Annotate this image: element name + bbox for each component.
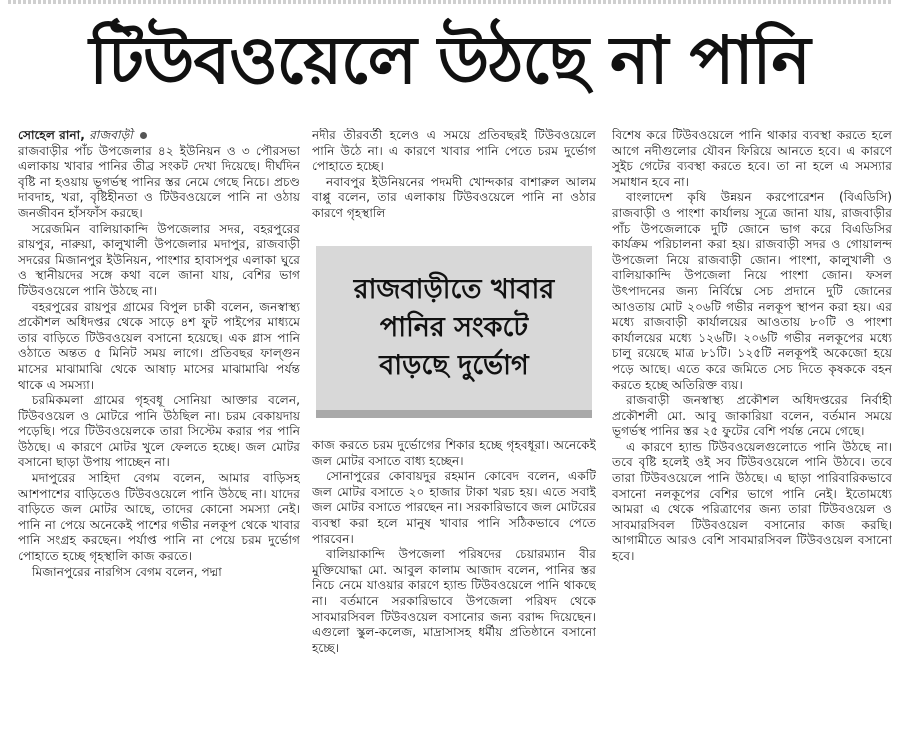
bullet-dot-icon bbox=[140, 132, 147, 139]
paragraph: এ কারণে হ্যান্ড টিউবওয়েলগুলোতে পানি উঠছে না। তবে বৃষ্টি হলেই ওই সব টিউবওয়েলে পানি উঠবে। তবে তারা টিউবওয়েলে পানি উঠছে। এ ছাড়া পারিবারিকভাবে বসানো নলকূপের বেশির ভাগে পানি নেই। ইতোমধ্যে আমরা এ থেকে পরিত্রাণের জন্য তারা টিউবওয়েল ও সাবমারসিবল টিউবওয়েল বসানোর কাজ করছি। আগামীতে আরও বেশি সাবমারসিবল টিউবওয়েল বসানো হবে। bbox=[612, 439, 892, 564]
paragraph: নবাবপুর ইউনিয়নের পদমদী খোন্দকার বাশারুল আলম বাপ্পু বলেন, তার এলাকায় টিউবওয়েলে পানি না ওঠার কারণে গৃহস্থালি bbox=[312, 174, 596, 220]
paragraph: সোনাপুরের কোবায়দুর রহমান কোবেদ বলেন, একটি জল মোটর বসাতে ২০ হাজার টাকা খরচ হয়। এতে সবাই জল মোটর বসাতে পারছেন না। সরকারিভাবে জল মোটরের ব্যবস্থা করা হলে মানুষ খাবার পানি সঠিকভাবে পেতে পারবেন। bbox=[312, 469, 596, 546]
article-column-2-bottom bbox=[312, 438, 596, 730]
article-column-3 bbox=[612, 128, 892, 728]
paragraph: রাজবাড়ী জনস্বাস্থ্য প্রকৌশল অধিদপ্তরের নির্বাহী প্রকৌশলী মো. আবু জাকারিয়া বলেন, বর্তমান সময়ে ভূগর্ভস্থ পানির স্তর ২৫ ফুটের বেশি পর্যন্ত নেমে গেছে। bbox=[612, 393, 892, 439]
headline: টিউবওয়েলে উঠছে না পানি bbox=[89, 22, 810, 99]
paragraph: বাংলাদেশ কৃষি উন্নয়ন করপোরেশন (বিএডিসি) রাজবাড়ী ও পাংশা কার্যালয় সূত্রে জানা যায়, রাজবাড়ীর পাঁচ উপজেলাকে দুটি জোনে ভাগ করে বিএডিসির কার্যক্রম পরিচালনা করা হয়। রাজবাড়ী সদর ও গোয়ালন্দ উপজেলা নিয়ে রাজবাড়ী জোন। পাংশা, কালুখালী ও বালিয়াকান্দি উপজেলা নিয়ে পাংশা জোন। ফসল উৎপাদনের জন্য নির্বিঘ্নে সেচ প্রদানে দুটি জোনের আওতায় মোট ২০৬টি গভীর নলকূপ স্থাপন করা হয়। এর মধ্যে রাজবাড়ী কার্যালয়ের আওতায় ৮০টি ও পাংশা কার্যালয়ের মধ্যে ১২৬টি। ২০৬টি গভীর নলকূপের মধ্যে চালু রয়েছে মাত্র ৮১টি। ১২৫টি নলকূপই অকেজো হয়ে পড়ে আছে। এতে করে জমিতে সেচ দিতে কৃষককে বহন করতে হচ্ছে অতিরিক্ত ব্যয়। bbox=[612, 190, 892, 392]
article-column-1 bbox=[18, 128, 300, 728]
paragraph: মিজানপুরের নারগিস বেগম বলেন, পদ্মা bbox=[32, 564, 222, 579]
paragraph: মদাপুরের সাহিদা বেগম বলেন, আমার বাড়িসহ আশপাশের বাড়িতেও টিউবওয়েলে পানি উঠছে না। যাদের বাড়িতে জল মোটর আছে, তাদের কোনো সমস্যা নেই। পানি না পেয়ে অনেকেই পাশের গভীর নলকূপ থেকে খাবার পানি সংগ্রহ করছেন। পর্যাপ্ত পানি না পেয়ে চরম দুর্ভোগ পোহাতে হচ্ছে গৃহস্থালি কাজ করতে। bbox=[18, 471, 300, 564]
paragraph: সরেজমিন বালিয়াকান্দি উপজেলার সদর, বহরপুরের রায়পুর, নারুয়া, কালুখালী উপজেলার মদাপুর, রাজবাড়ী সদরের মিজানপুর ইউনিয়ন, পাংশার হাবাসপুর এলাকা ঘুরে ও স্থানীয়দের সঙ্গে কথা বলে জানা যায়, বেশির ভাগ টিউবওয়েলে পানি উঠছে না। bbox=[18, 221, 300, 298]
pull-quote-box bbox=[316, 246, 592, 418]
paragraph: নদীর তীরবর্তী হলেও এ সময়ে প্রতিবছরই টিউবওয়েলে পানি উঠে না। এ কারণে খাবার পানি পেতে চরম দুর্ভোগ পোহাতে হচ্ছে। bbox=[312, 128, 596, 174]
paragraph: রাজবাড়ীর পাঁচ উপজেলার ৪২ ইউনিয়ন ও ৩ পৌরসভা এলাকায় খাবার পানির তীব্র সংকট দেখা দিয়েছে। দীর্ঘদিন বৃষ্টি না হওয়ায় ভূগর্ভস্থ পানির স্তর নেমে গেছে নিচে। প্রচণ্ড দাবদাহ, খরা, বৃষ্টিহীনতা ও টিউবওয়েলে পানি না ওঠায় জনজীবন হাঁসফাঁস করছে। bbox=[18, 143, 300, 220]
pull-quote-line: বাড়ছে দুর্ভোগ bbox=[379, 350, 529, 381]
paragraph: চরমিকমলা গ্রামের গৃহবধূ সোনিয়া আক্তার বলেন, টিউবওয়েল ও মোটরে পানি উঠছিল না। চরম বেকায়দায় পড়েছি। পরে টিউবওয়েলকে তারা সিস্টেম করার পর পানি উঠছে। এ কারণে মোটর খুলে ফেলতে হচ্ছে। জল মোটর বসানো ছাড়া উপায় পাচ্ছেন না। bbox=[18, 393, 300, 470]
byline bbox=[18, 128, 300, 144]
byline-author: সোহেল রানা, bbox=[18, 128, 85, 142]
paragraph: বিশেষ করে টিউবওয়েলে পানি থাকার ব্যবস্থা করতে হলে আগে নদীগুলোর যৌবন ফিরিয়ে আনতে হবে। এ কারণে সুইচ গেটের ব্যবস্থা করতে হবে। তা না হলে এ সমস্যার সমাধান হবে না। bbox=[612, 128, 892, 189]
byline-location: রাজবাড়ী bbox=[89, 128, 133, 142]
pull-quote-line: রাজবাড়ীতে খাবার bbox=[353, 274, 555, 305]
top-border-rule bbox=[8, 0, 891, 4]
pull-quote-line: পানির সংকটে bbox=[379, 312, 529, 343]
paragraph: বহরপুরের রায়পুর গ্রামের বিপুল চাকী বলেন, জনস্বাস্থ্য প্রকৌশল অধিদপ্তর থেকে সাড়ে ৪শ ফুট পাইপের মাধ্যমে তার বাড়িতে টিউবওয়েল বসানো হয়েছে। এক গ্লাস পানি ওঠাতে অন্তত ৫ মিনিট সময় লাগে। প্রতিবছর ফাল্গুন মাসের মাঝামাঝি থেকে আষাঢ় মাসের মাঝামাঝি পর্যন্ত থাকে এ সমস্যা। bbox=[18, 299, 300, 392]
article-column-2-top bbox=[312, 128, 596, 232]
paragraph: বালিয়াকান্দি উপজেলা পরিষদের চেয়ারম্যান বীর মুক্তিযোদ্ধা মো. আবুল কালাম আজাদ বলেন, পানির স্তর নিচে নেমে যাওয়ার কারণে হ্যান্ড টিউবওয়েলে পানি থাকছে না। বর্তমানে সরকারিভাবে উপজেলা পরিষদ থেকে সাবমারসিবল টিউবওয়েল বসানোর জন্য বরাদ্দ দিয়েছেন। এগুলো স্কুল-কলেজ, মাদ্রাসাসহ ধর্মীয় প্রতিষ্ঠানে বসানো হচ্ছে। bbox=[312, 547, 596, 655]
paragraph: কাজ করতে চরম দুর্ভোগের শিকার হচ্ছে গৃহবধূরা। অনেকেই জল মোটর বসাতে বাধ্য হচ্ছেন। bbox=[312, 438, 596, 468]
